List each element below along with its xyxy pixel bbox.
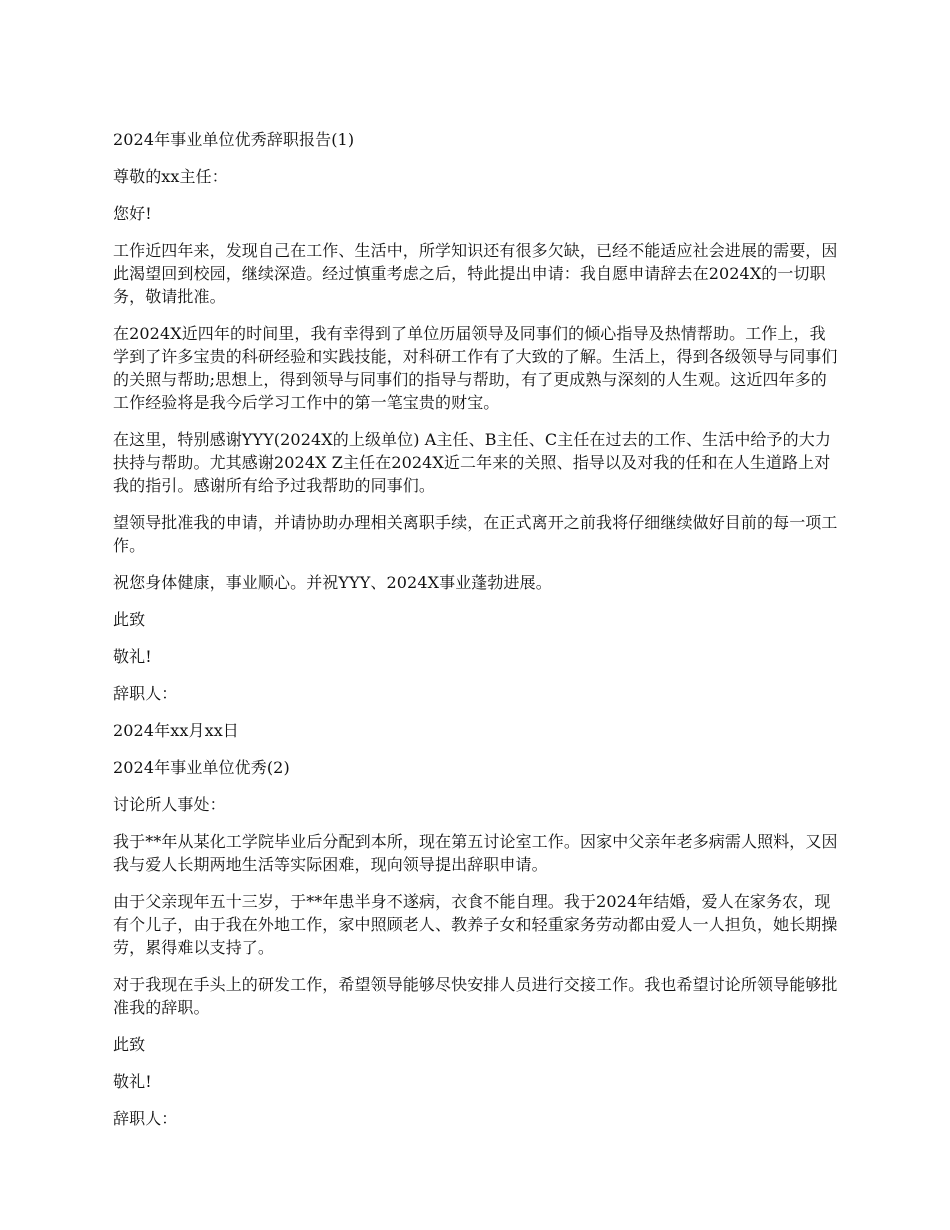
letter-1-body-paragraph: 在2024X近四年的时间里，我有幸得到了单位历届领导及同事们的倾心指导及热情帮助。工作上，我学到了许多宝贵的科研经验和实践技能，对科研工作有了大致的了解。生活上，得到各级领导与同事们的关照与帮助;思想上，得到领导与同事们的指导与帮助，有了更成熟与深刻的人生观。这近四年多的工作经验将是我今后学习工作中的第一笔宝贵的财宝。 (113, 324, 838, 412)
letter-1-title: 2024年事业单位优秀辞职报告(1) (113, 130, 355, 149)
letter-1-salute: 敬礼! (113, 647, 152, 666)
letter-1-wishes: 祝您身体健康，事业顺心。并祝YYY、2024X事业蓬勃进展。 (113, 573, 552, 592)
letter-1-date: 2024年xx月xx日 (113, 721, 239, 740)
letter-2-title: 2024年事业单位优秀(2) (113, 758, 290, 777)
letter-2-signature: 辞职人： (113, 1109, 178, 1128)
letter-1-salutation: 尊敬的xx主任： (113, 167, 228, 186)
letter-2-body-paragraph: 由于父亲现年五十三岁，于**年患半身不遂病，衣食不能自理。我于2024年结婚，爱人在家务农，现有个儿子，由于我在外地工作，家中照顾老人、教养子女和轻重家务劳动都由爱人一人担负，她长期操劳，累得难以支持了。 (113, 892, 838, 957)
letter-2-salutation: 讨论所人事处： (113, 795, 226, 814)
letter-1-signature: 辞职人： (113, 684, 178, 703)
letter-1-greeting: 您好! (113, 204, 152, 223)
letter-2-closing: 此致 (113, 1035, 146, 1054)
letter-2-salute: 敬礼! (113, 1072, 152, 1091)
letter-1-body-paragraph: 在这里，特别感谢YYY(2024X的上级单位) A主任、B主任、C主任在过去的工作、生活中给予的大力扶持与帮助。尤其感谢2024X Z主任在2024X近二年来的关照、指导以及对我的任和在人生道路上对我的指引。感谢所有给予过我帮助的同事们。 (113, 430, 831, 495)
document-page (113, 128, 841, 1144)
letter-1-body-paragraph: 望领导批准我的申请，并请协助办理相关离职手续，在正式离开之前我将仔细继续做好目前的每一项工作。 (113, 513, 838, 555)
letter-2-body-paragraph: 对于我现在手头上的研发工作，希望领导能够尽快安排人员进行交接工作。我也希望讨论所领导能够批准我的辞职。 (113, 975, 838, 1017)
letter-1-body-paragraph: 工作近四年来，发现自己在工作、生活中，所学知识还有很多欠缺，已经不能适应社会进展的需要，因此渴望回到校园，继续深造。经过慎重考虑之后，特此提出申请：我自愿申请辞去在2024X的一切职务，敬请批准。 (113, 241, 838, 306)
letter-2-body-paragraph: 我于**年从某化工学院毕业后分配到本所，现在第五讨论室工作。因家中父亲年老多病需人照料，又因我与爱人长期两地生活等实际困难，现向领导提出辞职申请。 (113, 832, 838, 874)
letter-1-closing: 此致 (113, 610, 146, 629)
